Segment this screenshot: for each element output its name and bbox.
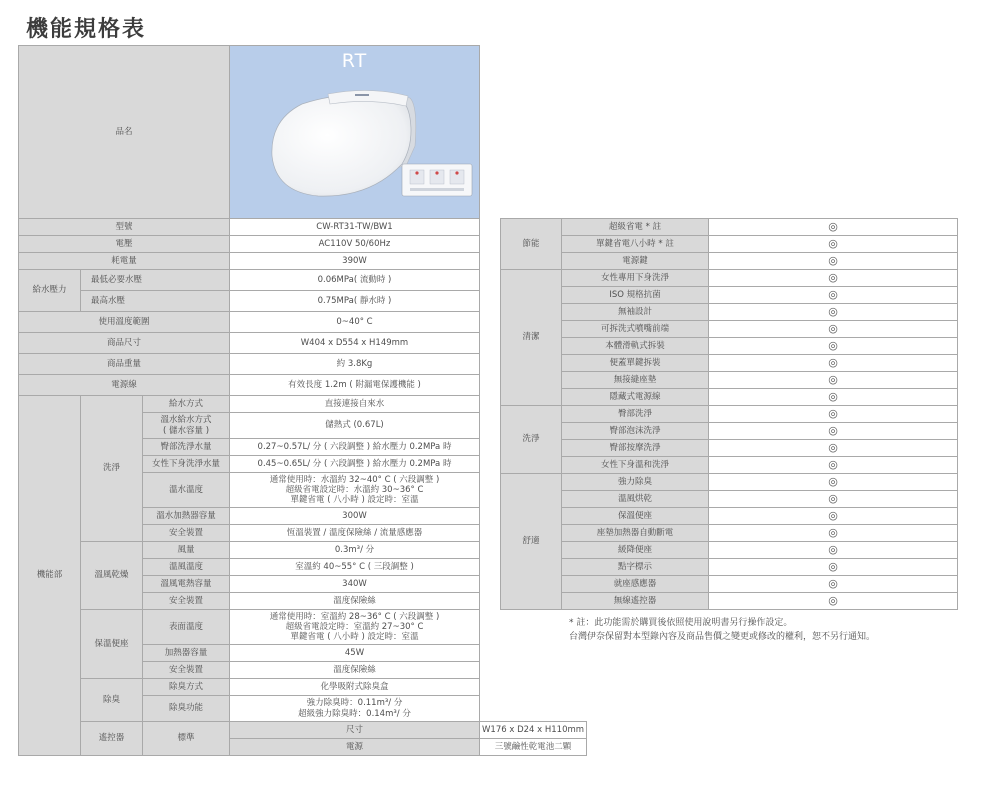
- feature-item: 無接縫座墊: [562, 372, 709, 389]
- feature-item: 緩降便座: [562, 542, 709, 559]
- feature-mark: ◎: [709, 457, 958, 474]
- feature-mark: ◎: [709, 474, 958, 491]
- spec-label-water-pressure: 給水壓力: [19, 270, 81, 312]
- feature-mark: ◎: [709, 423, 958, 440]
- dryer-row-label: 溫風溫度: [143, 559, 230, 576]
- feature-mark: ◎: [709, 576, 958, 593]
- feature-mark: ◎: [709, 236, 958, 253]
- wash-row-value: 直接連接自來水: [230, 396, 480, 413]
- seat-row-value: 45W: [230, 645, 480, 662]
- feature-mark: ◎: [709, 508, 958, 525]
- feature-item: 溫風烘乾: [562, 491, 709, 508]
- seat-label: 保溫便座: [81, 610, 143, 679]
- wash-row-label: 溫水溫度: [143, 473, 230, 508]
- remote-row-value: 三號鹼性乾電池二顆: [480, 739, 587, 756]
- feature-item: 單鍵省電八小時 * 註: [562, 236, 709, 253]
- feature-mark: ◎: [709, 440, 958, 457]
- seat-row-label: 加熱器容量: [143, 645, 230, 662]
- feature-item: 無線遙控器: [562, 593, 709, 610]
- seat-row-value: 通常使用時：室溫約 28~36° C ( 六段調整 ) 超級省電設定時：室溫約 27~30° C 單鍵省電 ( 八小時 ) 設定時：室溫: [230, 610, 480, 645]
- product-label: 品名: [19, 46, 230, 219]
- feature-item: 臀部泡沫洗淨: [562, 423, 709, 440]
- spec-value-max-pressure: 0.75MPa( 靜水時 ): [230, 291, 480, 312]
- feature-item: 無袖設計: [562, 304, 709, 321]
- dryer-row-label: 溫風電熱容量: [143, 576, 230, 593]
- spec-value-temp-range: 0~40° C: [230, 312, 480, 333]
- spec-label-weight: 商品重量: [19, 354, 230, 375]
- spec-label-size: 商品尺寸: [19, 333, 230, 354]
- deodor-row-value: 化學吸附式除臭盒: [230, 679, 480, 696]
- dryer-row-label: 安全裝置: [143, 593, 230, 610]
- wash-row-value: 恆溫裝置 / 溫度保險絲 / 流量感應器: [230, 525, 480, 542]
- wash-row-value: 儲熱式 (0.67L): [230, 413, 480, 439]
- feature-item: 超級省電 * 註: [562, 219, 709, 236]
- feature-item: 便蓋單鍵拆裝: [562, 355, 709, 372]
- feature-mark: ◎: [709, 372, 958, 389]
- feature-mark: ◎: [709, 559, 958, 576]
- spec-label-power: 耗電量: [19, 253, 230, 270]
- wash-row-label: 溫水給水方式 ( 儲水容量 ): [143, 413, 230, 439]
- remote-row-value: W176 x D24 x H110mm: [480, 722, 587, 739]
- feature-item: 隱藏式電源線: [562, 389, 709, 406]
- wash-row-value: 通常使用時：水溫約 32~40° C ( 六段調整 ) 超級省電設定時：水溫約 30~36° C 單鍵省電 ( 八小時 ) 設定時：室溫: [230, 473, 480, 508]
- feature-item: 臀部洗淨: [562, 406, 709, 423]
- spec-label-model: 型號: [19, 219, 230, 236]
- dryer-row-value: 340W: [230, 576, 480, 593]
- remote-label: 遙控器: [81, 722, 143, 756]
- feature-category: 節能: [501, 219, 562, 270]
- feature-item: 保溫便座: [562, 508, 709, 525]
- feature-mark: ◎: [709, 491, 958, 508]
- remote-sub-label: 標準: [143, 722, 230, 756]
- toilet-seat-image: [230, 46, 480, 219]
- spec-value-model: CW-RT31-TW/BW1: [230, 219, 480, 236]
- spec-label-min-pressure: 最低必要水壓: [81, 270, 230, 291]
- feature-category: 洗淨: [501, 406, 562, 474]
- feature-item: ISO 規格抗菌: [562, 287, 709, 304]
- feature-mark: ◎: [709, 355, 958, 372]
- wash-row-label: 溫水加熱器容量: [143, 508, 230, 525]
- feature-mark: ◎: [709, 219, 958, 236]
- dryer-row-label: 風量: [143, 542, 230, 559]
- wash-row-label: 臀部洗淨水量: [143, 439, 230, 456]
- wash-row-value: 300W: [230, 508, 480, 525]
- wash-label: 洗淨: [81, 396, 143, 542]
- spec-value-min-pressure: 0.06MPa( 流動時 ): [230, 270, 480, 291]
- wash-row-value: 0.27~0.57L/ 分 ( 六段調整 ) 給水壓力 0.2MPa 時: [230, 439, 480, 456]
- spec-label-voltage: 電壓: [19, 236, 230, 253]
- feature-item: 臀部按摩洗淨: [562, 440, 709, 457]
- remote-row-label: 尺寸: [230, 722, 480, 739]
- spec-value-power: 390W: [230, 253, 480, 270]
- feature-mark: ◎: [709, 270, 958, 287]
- dryer-row-value: 0.3m³/ 分: [230, 542, 480, 559]
- seat-row-label: 安全裝置: [143, 662, 230, 679]
- deodor-row-label: 除臭方式: [143, 679, 230, 696]
- dryer-label: 溫風乾燥: [81, 542, 143, 610]
- deodor-row-value: 強力除臭時：0.11m³/ 分 超級強力除臭時：0.14m³/ 分: [230, 696, 480, 722]
- wash-row-label: 女性下身洗淨水量: [143, 456, 230, 473]
- product-name: RT: [341, 50, 368, 72]
- feature-mark: ◎: [709, 542, 958, 559]
- feature-item: 強力除臭: [562, 474, 709, 491]
- footnote: * 註：此功能需於購買後依照使用說明書另行操作設定。: [569, 618, 793, 628]
- wash-row-value: 0.45~0.65L/ 分 ( 六段調整 ) 給水壓力 0.2MPa 時: [230, 456, 480, 473]
- spec-value-cord: 有效長度 1.2m ( 附漏電保護機能 ): [230, 375, 480, 396]
- spec-value-voltage: AC110V 50/60Hz: [230, 236, 480, 253]
- spec-label-max-pressure: 最高水壓: [81, 291, 230, 312]
- page-title: 機能規格表: [26, 17, 147, 42]
- spec-label-cord: 電源線: [19, 375, 230, 396]
- feature-mark: ◎: [709, 525, 958, 542]
- feature-item: 可拆洗式噴嘴前端: [562, 321, 709, 338]
- feature-item: 就座感應器: [562, 576, 709, 593]
- footnotes: [569, 617, 875, 645]
- seat-row-value: 溫度保險絲: [230, 662, 480, 679]
- deodor-label: 除臭: [81, 679, 143, 722]
- features-table: [500, 218, 958, 610]
- wash-row-label: 給水方式: [143, 396, 230, 413]
- feature-mark: ◎: [709, 321, 958, 338]
- remote-row-label: 電源: [230, 739, 480, 756]
- feature-item: 座墊加熱器自動斷電: [562, 525, 709, 542]
- footnote: 台灣伊奈保留對本型錄內容及商品售價之變更或修改的權利，恕不另行通知。: [569, 631, 876, 642]
- spec-value-weight: 約 3.8Kg: [230, 354, 480, 375]
- feature-item: 女性專用下身洗淨: [562, 270, 709, 287]
- feature-item: 電源鍵: [562, 253, 709, 270]
- feature-category: 清潔: [501, 270, 562, 406]
- feature-mark: ◎: [709, 389, 958, 406]
- feature-category: 舒適: [501, 474, 562, 610]
- spec-label-temp-range: 使用溫度範圍: [19, 312, 230, 333]
- spec-value-size: W404 x D554 x H149mm: [230, 333, 480, 354]
- feature-mark: ◎: [709, 406, 958, 423]
- feature-mark: ◎: [709, 338, 958, 355]
- machine-label: 機能部: [19, 396, 81, 756]
- feature-mark: ◎: [709, 304, 958, 321]
- feature-mark: ◎: [709, 287, 958, 304]
- wash-row-label: 安全裝置: [143, 525, 230, 542]
- product-image-cell: [230, 46, 480, 219]
- seat-row-label: 表面溫度: [143, 610, 230, 645]
- deodor-row-label: 除臭功能: [143, 696, 230, 722]
- dryer-row-value: 室溫約 40~55° C ( 三段調整 ): [230, 559, 480, 576]
- feature-item: 本體滑軌式拆裝: [562, 338, 709, 355]
- feature-mark: ◎: [709, 593, 958, 610]
- dryer-row-value: 溫度保險絲: [230, 593, 480, 610]
- feature-item: 女性下身溫和洗淨: [562, 457, 709, 474]
- feature-mark: ◎: [709, 253, 958, 270]
- feature-item: 點字標示: [562, 559, 709, 576]
